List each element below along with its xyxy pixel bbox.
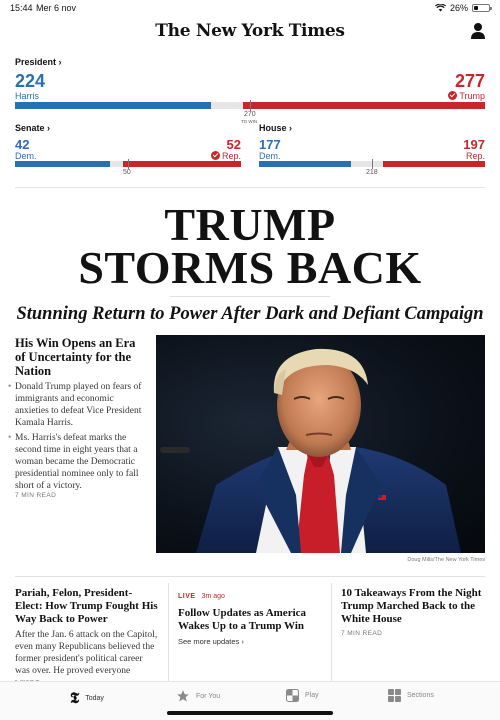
headline-rule — [170, 296, 330, 297]
tab-today[interactable] — [70, 689, 104, 707]
person-icon[interactable] — [470, 22, 486, 40]
column-divider — [331, 583, 332, 683]
star-icon — [176, 689, 190, 703]
house-rep-seats: 197 — [463, 137, 485, 152]
story-read-time: 7 MIN READ — [15, 492, 57, 499]
story-card-takeaways[interactable] — [341, 587, 486, 637]
house-bar — [259, 161, 485, 167]
tab-for-you[interactable] — [176, 689, 220, 703]
house-dem-bar — [259, 161, 351, 167]
president-threshold-label: TO WIN — [241, 119, 258, 124]
president-label[interactable]: President › — [15, 57, 62, 67]
tab-sections[interactable] — [388, 689, 434, 702]
divider — [15, 576, 485, 577]
story-bullet: • Ms. Harris's defeat marks the second time in eight years that a woman became the Democratic presidential nominee only to fall short of a victory. — [8, 432, 148, 492]
story-card-title: Follow Updates as America Wakes Up to a Trump Win — [178, 607, 307, 632]
battery-icon — [472, 4, 490, 12]
divider — [15, 187, 485, 188]
live-badge: LIVE — [178, 593, 196, 600]
column-divider — [168, 583, 169, 683]
masthead — [0, 18, 500, 44]
senate-dem-seats: 42 — [15, 137, 30, 152]
story-card-title: Pariah, Felon, President-Elect: How Trump Fought His Way Back to Power — [15, 587, 158, 625]
tab-label: Play — [305, 692, 319, 699]
president-threshold: 270 — [244, 111, 256, 118]
tab-play[interactable] — [286, 689, 319, 702]
president-threshold-tick — [250, 100, 251, 111]
live-time-ago: 3m ago — [201, 593, 225, 600]
story-card-title: 10 Takeaways From the Night Trump Marched Back to the White House — [341, 587, 482, 625]
lead-headline-line1[interactable]: TRUMP — [164, 199, 336, 250]
harris-votes: 224 — [15, 71, 46, 91]
senate-dem-label: Dem. — [15, 151, 37, 161]
lead-headline-line2[interactable]: STORMS BACK — [78, 242, 422, 293]
president-dem-bar — [15, 102, 211, 109]
wifi-icon — [435, 4, 446, 12]
story-bullet: • Donald Trump played on fears of immigrants and economic anxieties to defeat Vice President Kamala Harris. — [8, 381, 148, 429]
house-label[interactable]: House › — [259, 123, 293, 133]
senate-winner-check-icon — [211, 151, 220, 160]
story-card-live-updates[interactable] — [178, 585, 321, 646]
trump-label: Trump — [459, 91, 485, 101]
senate-rep-label-wrap — [211, 151, 241, 161]
story-card-summary: After the Jan. 6 attack on the Capitol, even many Republicans believed the former president's political career was over. He proved everyone — [15, 630, 158, 676]
winner-check-icon — [448, 91, 457, 100]
tab-label: Sections — [407, 692, 434, 699]
senate-threshold: 50 — [123, 169, 131, 176]
battery-fill — [474, 6, 478, 10]
senate-dem-bar — [15, 161, 110, 167]
see-more-updates-link[interactable]: See more updates › — [178, 637, 244, 646]
grid-icon — [388, 689, 401, 702]
president-bar — [15, 102, 485, 109]
lead-subhead[interactable]: Stunning Return to Power After Dark and Defiant Campaign — [16, 304, 484, 324]
house-dem-label: Dem. — [259, 151, 281, 161]
harris-label: Harris — [15, 91, 39, 101]
lead-photo[interactable] — [156, 335, 485, 553]
senate-rep-seats: 52 — [226, 137, 241, 152]
story-title[interactable]: His Win Opens an Era of Uncertainty for the Nation — [15, 336, 136, 378]
games-icon — [286, 689, 299, 702]
status-time: 15:44 — [10, 3, 33, 13]
nyt-t-icon: 𝕿 — [70, 689, 80, 707]
house-threshold-tick — [372, 159, 373, 169]
home-indicator[interactable] — [167, 711, 333, 715]
trump-label-wrap — [448, 91, 485, 101]
nyt-logo[interactable]: The New York Times — [155, 21, 345, 41]
house-dem-seats: 177 — [259, 137, 281, 152]
status-bar — [0, 0, 500, 16]
battery-percent: 26% — [449, 3, 468, 13]
house-rep-label: Rep. — [465, 151, 485, 161]
house-threshold: 218 — [366, 169, 378, 176]
tab-label: For You — [196, 692, 221, 700]
senate-rep-bar — [123, 161, 241, 167]
story-card-pariah[interactable] — [15, 587, 158, 689]
senate-label[interactable]: Senate › — [15, 123, 51, 133]
senate-rep-label: Rep. — [221, 151, 241, 161]
trump-portrait-image — [156, 335, 485, 553]
president-rep-bar — [243, 102, 485, 109]
status-date: Mer 6 nov — [36, 3, 77, 13]
senate-threshold-tick — [128, 159, 129, 169]
trump-votes: 277 — [454, 71, 485, 91]
story-card-read-time: 7 MIN READ — [341, 630, 383, 637]
house-rep-bar — [383, 161, 485, 167]
photo-credit: Doug Mills/The New York Times — [407, 557, 485, 563]
status-right — [435, 3, 490, 13]
senate-bar — [15, 161, 241, 167]
tab-label: Today — [85, 694, 104, 702]
